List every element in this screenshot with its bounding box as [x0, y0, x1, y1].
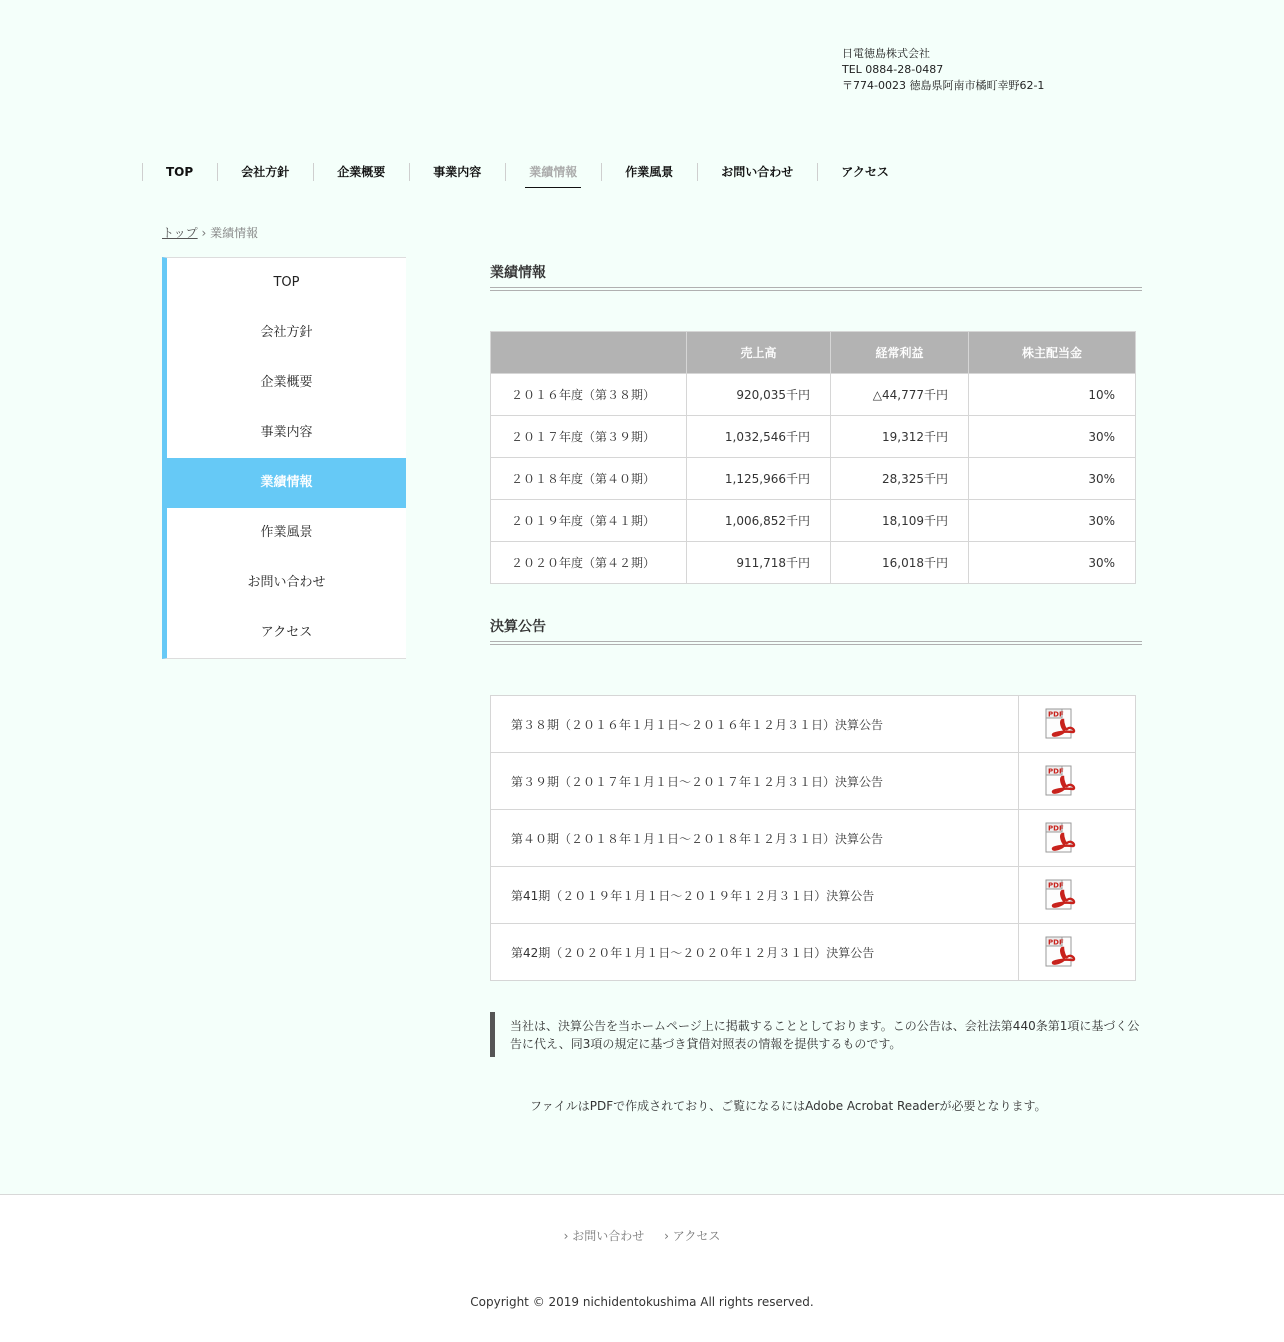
sidebar-item-contact[interactable]: お問い合わせ — [247, 575, 326, 590]
sidebar-item-policy[interactable]: 会社方針 — [260, 325, 313, 340]
table-cell-sales: 911,718千円 — [687, 542, 831, 584]
table-row — [491, 416, 1136, 458]
footer-links — [0, 1227, 1284, 1244]
sidebar-item-work-scenes[interactable]: 作業風景 — [260, 525, 313, 540]
nav-item-top[interactable]: TOP — [142, 158, 217, 188]
pdf-icon[interactable] — [1045, 822, 1077, 854]
sidebar-item-performance[interactable]: 業績情報 — [167, 458, 406, 508]
footer-link-label: お問い合わせ — [572, 1229, 645, 1243]
pdf-icon[interactable] — [1045, 708, 1077, 740]
table-cell-dividend: 10% — [969, 374, 1136, 416]
table-cell-profit: △44,777千円 — [831, 374, 969, 416]
list-item — [491, 696, 1136, 753]
nav-item-performance[interactable]: 業績情報 — [505, 158, 601, 188]
global-nav — [142, 158, 913, 188]
footer-link-contact[interactable] — [564, 1227, 645, 1244]
table-cell-sales: 920,035千円 — [687, 374, 831, 416]
pdf-cell — [1019, 867, 1136, 924]
breadcrumb-current: 業績情報 — [210, 226, 259, 240]
nav-item-policy[interactable]: 会社方針 — [217, 158, 313, 188]
pdf-icon-text: PDF — [1048, 938, 1064, 947]
table-header-dividend: 株主配当金 — [969, 332, 1136, 374]
company-tel: TEL 0884-28-0487 — [842, 63, 944, 76]
sidebar-item-access[interactable]: アクセス — [260, 625, 313, 640]
sidebar-item-top[interactable]: TOP — [273, 275, 300, 290]
table-cell-dividend: 30% — [969, 542, 1136, 584]
pdf-icon[interactable] — [1045, 765, 1077, 797]
table-cell-year: ２０２０年度（第４２期） — [491, 542, 687, 584]
table-cell-year: ２０１９年度（第４１期） — [491, 500, 687, 542]
chevron-right-icon: › — [664, 1229, 669, 1243]
table-row — [491, 458, 1136, 500]
pdf-icon-text: PDF — [1048, 767, 1064, 776]
table-header-cell — [491, 332, 687, 374]
nav-item-business[interactable]: 事業内容 — [409, 158, 505, 188]
legal-notice-text: 当社は、決算公告を当ホームページ上に掲載することとしております。この公告は、会社法第440条第1項に基づく公告に代え、同3項の規定に基づき貸借対照表の情報を提供するものです。 — [510, 1019, 1140, 1051]
notice-label: 第３８期（２０１６年１月１日～２０１６年１２月３１日）決算公告 — [491, 696, 1019, 753]
sidebar-item-overview[interactable]: 企業概要 — [260, 375, 313, 390]
notice-label: 第４０期（２０１８年１月１日～２０１８年１２月３１日）決算公告 — [491, 810, 1019, 867]
pdf-cell — [1019, 924, 1136, 981]
legal-notice — [490, 1012, 1140, 1057]
table-cell-sales: 1,006,852千円 — [687, 500, 831, 542]
table-row — [491, 542, 1136, 584]
company-address: 〒774-0023 徳島県阿南市橘町幸野62-1 — [842, 79, 1045, 92]
sidebar-item-business[interactable]: 事業内容 — [260, 425, 313, 440]
table-cell-profit: 16,018千円 — [831, 542, 969, 584]
table-header-sales: 売上高 — [687, 332, 831, 374]
list-item — [491, 753, 1136, 810]
pdf-cell — [1019, 810, 1136, 867]
copyright: Copyright © 2019 nichidentokushima All rights reserved. — [470, 1295, 814, 1309]
table-cell-profit: 19,312千円 — [831, 416, 969, 458]
pdf-icon[interactable] — [1045, 879, 1077, 911]
footer-link-access[interactable] — [664, 1227, 720, 1244]
table-cell-year: ２０１７年度（第３９期） — [491, 416, 687, 458]
company-name: 日電徳島株式会社 — [842, 47, 930, 60]
performance-heading: 業績情報 — [490, 262, 1142, 291]
nav-item-contact[interactable]: お問い合わせ — [697, 158, 817, 188]
breadcrumb-separator: › — [201, 226, 207, 240]
footer — [0, 1194, 1284, 1342]
pdf-icon[interactable] — [1045, 936, 1077, 968]
notice-label: 第41期（２０１９年１月１日～２０１９年１２月３１日）決算公告 — [491, 867, 1019, 924]
list-item — [491, 867, 1136, 924]
table-cell-year: ２０１８年度（第４０期） — [491, 458, 687, 500]
footer-link-label: アクセス — [672, 1229, 721, 1243]
pdf-icon-text: PDF — [1048, 824, 1064, 833]
table-cell-dividend: 30% — [969, 458, 1136, 500]
table-row — [491, 374, 1136, 416]
table-header-row — [491, 332, 1136, 374]
table-row — [491, 500, 1136, 542]
performance-table — [490, 331, 1136, 584]
nav-item-access[interactable]: アクセス — [817, 158, 913, 188]
pdf-cell — [1019, 753, 1136, 810]
breadcrumb-home-link[interactable]: トップ — [162, 226, 198, 240]
list-item — [491, 810, 1136, 867]
nav-item-overview[interactable]: 企業概要 — [313, 158, 409, 188]
notice-label: 第３９期（２０１７年１月１日～２０１７年１２月３１日）決算公告 — [491, 753, 1019, 810]
list-item — [491, 924, 1136, 981]
pdf-icon-text: PDF — [1048, 881, 1064, 890]
chevron-right-icon: › — [563, 1229, 569, 1243]
public-notice-table — [490, 695, 1136, 981]
table-cell-year: ２０１６年度（第３８期） — [491, 374, 687, 416]
table-header-profit: 経常利益 — [831, 332, 969, 374]
table-cell-sales: 1,125,966千円 — [687, 458, 831, 500]
company-info — [842, 46, 1044, 94]
table-cell-sales: 1,032,546千円 — [687, 416, 831, 458]
nav-item-work-scenes[interactable]: 作業風景 — [601, 158, 697, 188]
table-cell-dividend: 30% — [969, 500, 1136, 542]
notice-label: 第42期（２０２０年１月１日～２０２０年１２月３１日）決算公告 — [491, 924, 1019, 981]
table-cell-profit: 18,109千円 — [831, 500, 969, 542]
pdf-icon-text: PDF — [1048, 710, 1064, 719]
acrobat-note: ファイルはPDFで作成されており、ご覧になるにはAdobe Acrobat Readerが必要となります。 — [530, 1099, 1047, 1113]
sidebar-menu — [162, 257, 406, 659]
pdf-cell — [1019, 696, 1136, 753]
table-cell-dividend: 30% — [969, 416, 1136, 458]
public-notice-heading: 決算公告 — [490, 616, 1142, 645]
table-cell-profit: 28,325千円 — [831, 458, 969, 500]
breadcrumb — [162, 224, 258, 241]
